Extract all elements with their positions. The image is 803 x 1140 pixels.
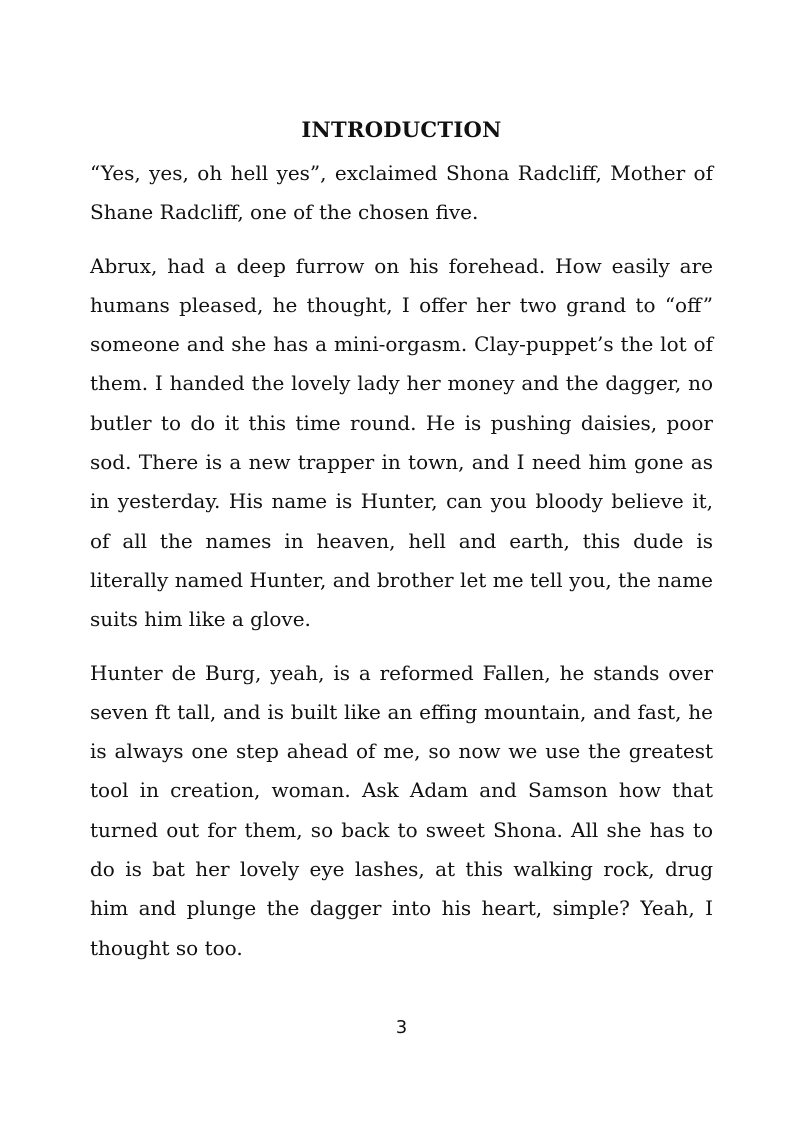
paragraph-2: Abrux, had a deep furrow on his forehead. How easily are humans pleased, he thought, I offer her two grand to “off” someone and she has a mini-orgasm. Clay-puppet’s the lot of them. I handed the lovely lady her money and the dagger, no butler to do it this time round. He is pushing daisies, poor sod. There is a new trapper in town, and I need him gone as in yesterday. His name is Hunter, can you bloody believe it, of all the names in heaven, hell and earth, this dude is literally named Hunter, and brother let me tell you, the name suits him like a glove. (90, 253, 713, 632)
paragraph-3: Hunter de Burg, yeah, is a reformed Fallen, he stands over seven ft tall, and is built like an effing mountain, and fast, he is always one step ahead of me, so now we use the greatest tool in creation, woman. Ask Adam and Samson how that turned out for them, so back to sweet Shona. All she has to do is bat her lovely eye lashes, at this walking rock, drug him and plunge the dagger into his heart, simple? Yeah, I thought so too. (90, 660, 713, 960)
page-content (90, 112, 713, 982)
paragraph-1: “Yes, yes, oh hell yes”, exclaimed Shona Radcliff, Mother of Shane Radcliff, one of the chosen five. (90, 161, 713, 225)
page-number: 3 (395, 1017, 408, 1038)
chapter-heading: INTRODUCTION (301, 117, 502, 142)
